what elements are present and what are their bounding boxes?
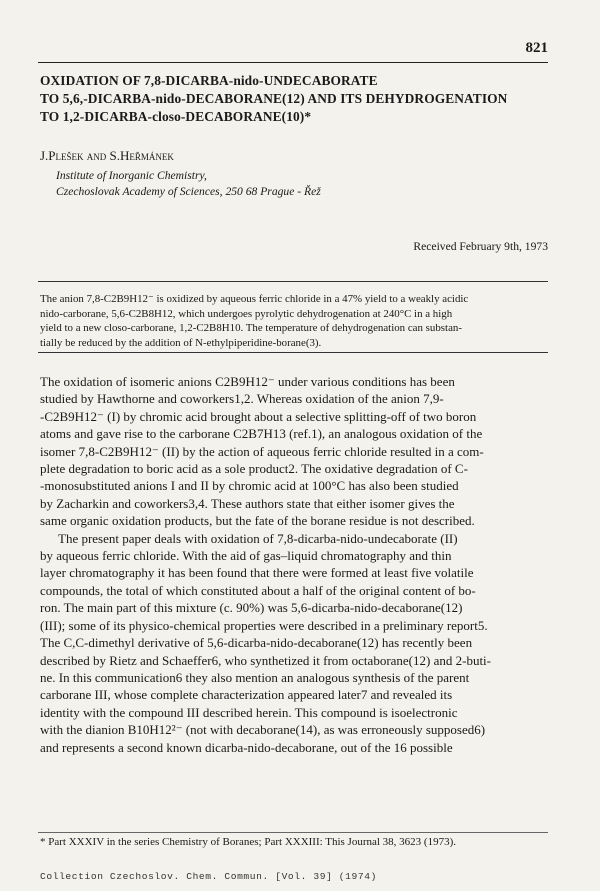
body-line: compounds, the total of which constituted about a half of the original content of bo- xyxy=(40,582,476,598)
body-line: The C,C-dimethyl derivative of 5,6-dicarba-nido-decaborane(12) has recently been xyxy=(40,635,473,651)
affiliation xyxy=(56,168,321,200)
body-line: with the dianion B10H12²⁻ (not with decaborane(14), as was erroneously supposed6) xyxy=(40,722,486,738)
body-line: studied by Hawthorne and coworkers1,2. Whereas oxidation of the anion 7,9- xyxy=(40,391,444,407)
page-number: 821 xyxy=(525,40,548,56)
title-line: TO 5,6,-DICARBA-nido-DECABORANE(12) AND ITS DEHYDROGENATION xyxy=(40,91,508,106)
body-line: ron. The main part of this mixture (c. 90%) was 5,6-dicarba-nido-decaborane(12) xyxy=(40,600,463,616)
body-line: atoms and gave rise to the carborane C2B7H13 (ref.1), an analogous oxidation of the xyxy=(40,426,483,442)
abstract-line: The anion 7,8-C2B9H12⁻ is oxidized by aqueous ferric chloride in a 47% yield to a weakly acidic xyxy=(40,293,469,305)
footnote: * Part XXXIV in the series Chemistry of Boranes; Part XXXIII: This Journal 38, 3623 (1973). xyxy=(40,836,457,848)
body-line: carborane III, whose complete characterization appeared later7 and revealed its xyxy=(40,687,453,703)
body-line: (III); some of its physico-chemical properties were described in a preliminary report5. xyxy=(40,617,488,633)
body-line: -monosubstituted anions I and II by chromic acid at 100°C has also been studied xyxy=(40,478,459,494)
affiliation-line: Czechoslovak Academy of Sciences, 250 68 Prague - Řež xyxy=(56,185,321,198)
affiliation-line: Institute of Inorganic Chemistry, xyxy=(56,169,207,182)
journal-footer: Collection Czechoslov. Chem. Commun. [Vol. 39] (1974) xyxy=(40,871,377,882)
title-line: TO 1,2-DICARBA-closo-DECABORANE(10)* xyxy=(40,109,312,124)
body-text xyxy=(40,373,550,756)
abstract-line: yield to a new closo-carborane, 1,2-C2B8H10. The temperature of dehydrogenation can substan- xyxy=(40,322,462,335)
header-rule xyxy=(38,62,548,63)
body-line: identity with the compound III described herein. This compound is isoelectronic xyxy=(40,704,458,720)
body-line: The oxidation of isomeric anions C2B9H12⁻ under various conditions has been xyxy=(40,374,455,389)
body-line: same organic oxidation products, but the fate of the borane residue is not described. xyxy=(40,513,475,529)
abstract xyxy=(40,292,548,350)
article-title xyxy=(40,72,560,126)
body-line: The present paper deals with oxidation of 7,8-dicarba-nido-undecaborate (II) xyxy=(58,530,458,546)
received-date: Received February 9th, 1973 xyxy=(413,240,548,253)
abstract-line: nido-carborane, 5,6-C2B8H12, which undergoes pyrolytic dehydrogenation at 240°C in a high xyxy=(40,307,453,320)
body-line: plete degradation to boric acid as a sole product2. The oxidative degradation of C- xyxy=(40,461,468,477)
footnote-rule xyxy=(38,832,548,833)
body-line: -C2B9H12⁻ (I) by chromic acid brought about a selective splitting-off of two boron xyxy=(40,408,477,424)
body-line: isomer 7,8-C2B9H12⁻ (II) by the action of aqueous ferric chloride resulted in a com- xyxy=(40,443,484,459)
body-line: layer chromatography it has been found that there were formed at least five volatile xyxy=(40,565,474,581)
body-line: described by Rietz and Schaeffer6, who synthetized it from octaborane(12) and 2-buti- xyxy=(40,652,491,668)
body-line: and represents a second known dicarba-nido-decaborane, out of the 16 possible xyxy=(40,739,453,755)
abstract-line: tially be reduced by the addition of N-ethylpiperidine-borane(3). xyxy=(40,336,322,349)
authors: J.Plešek and S.Heřmánek xyxy=(40,148,174,163)
body-line: by Zacharkin and coworkers3,4. These authors state that either isomer gives the xyxy=(40,495,455,511)
body-line: ne. In this communication6 they also mention an analogous synthesis of the parent xyxy=(40,669,470,685)
title-line: OXIDATION OF 7,8-DICARBA-nido-UNDECABORATE xyxy=(40,73,378,88)
body-line: by aqueous ferric chloride. With the aid of gas–liquid chromatography and thin xyxy=(40,548,452,564)
